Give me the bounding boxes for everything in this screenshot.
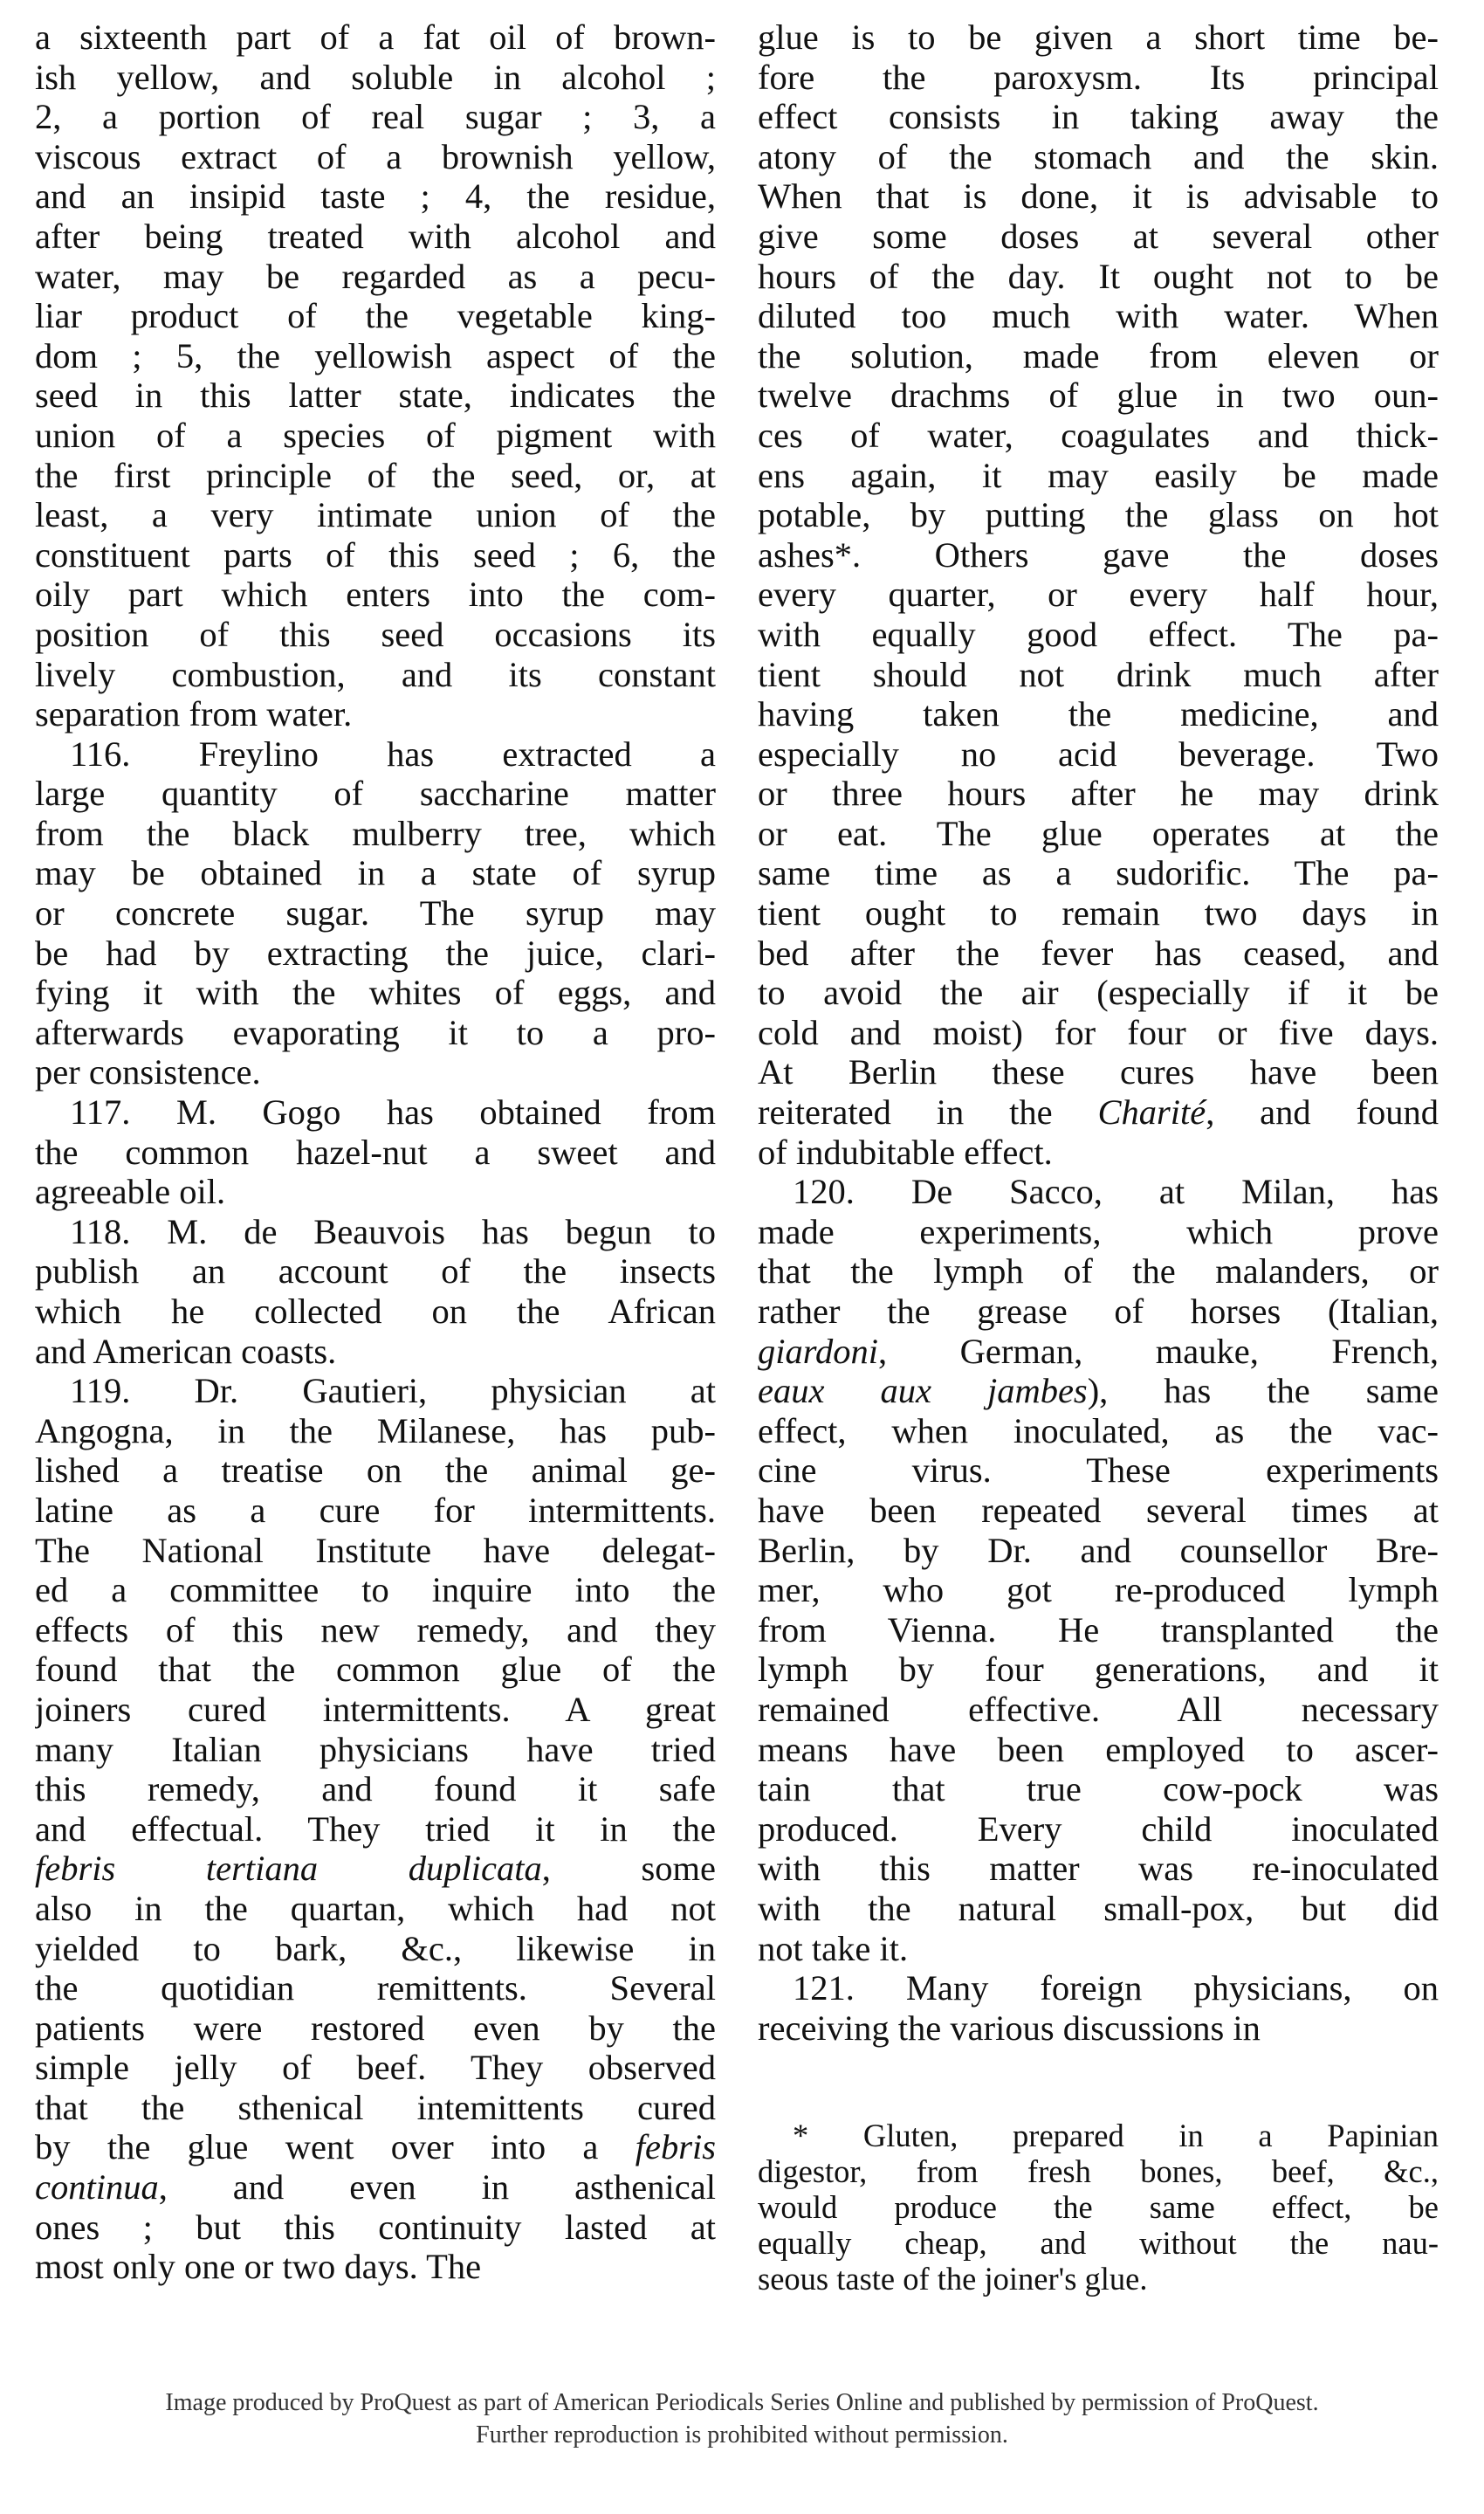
text-line: oily part which enters into the com- [35, 575, 716, 615]
text-line: having taken the medicine, and [758, 694, 1439, 734]
text-line: febris tertiana duplicata, some [35, 1849, 716, 1889]
text-line: fore the paroxysm. Its principal [758, 57, 1439, 97]
footnote-line: equally cheap, and without the nau- [758, 2225, 1439, 2261]
text-line: not take it. [758, 1928, 909, 1968]
text-line: and an insipid taste ; 4, the residue, [35, 176, 716, 217]
text-line: continua, and even in asthenical [35, 2167, 716, 2207]
text-line: tain that true cow-pock was [758, 1769, 1439, 1809]
text-line: and American coasts. [35, 1331, 337, 1371]
footer-line-2: Further reproduction is prohibited without permission. [476, 2421, 1008, 2449]
footnote [758, 2118, 1439, 2297]
text-line: cold and moist) for four or five days. [758, 1012, 1439, 1052]
text-line: constituent parts of this seed ; 6, the [35, 534, 716, 575]
text-line: by the glue went over into a febris [35, 2127, 716, 2167]
text-line: ish yellow, and soluble in alcohol ; [35, 57, 716, 97]
text-line: Angogna, in the Milanese, has pub- [35, 1410, 716, 1450]
text-line: afterwards evaporating it to a pro- [35, 1012, 716, 1052]
text-line: tient should not drink much after [758, 654, 1439, 694]
text-line: seed in this latter state, indicates the [35, 375, 716, 416]
text-line: ashes*. Others gave the doses [758, 534, 1439, 575]
text-line: especially no acid beverage. Two [758, 734, 1439, 774]
text-line: have been repeated several times at [758, 1490, 1439, 1530]
text-line: lymph by four generations, and it [758, 1650, 1439, 1690]
italic-phrase: continua [35, 2167, 159, 2207]
text-line: 121. Many foreign physicians, on [793, 1968, 1439, 2008]
footnote-line: would produce the same effect, be [758, 2189, 1439, 2225]
text-line: the quotidian remittents. Several [35, 1968, 716, 2008]
text-line: made experiments, which prove [758, 1211, 1439, 1251]
text-line: which he collected on the African [35, 1291, 716, 1331]
italic-phrase: febris tertiana duplicata [35, 1849, 542, 1889]
text-line: that the lymph of the malanders, or [758, 1251, 1439, 1291]
text-line: receiving the various discussions in [758, 2008, 1261, 2048]
text-line: large quantity of saccharine matter [35, 774, 716, 814]
text-line: or three hours after he may drink [758, 774, 1439, 814]
text-line: means have been employed to ascer- [758, 1729, 1439, 1769]
text-line: be had by extracting the juice, clari- [35, 933, 716, 973]
text-line: many Italian physicians have tried [35, 1729, 716, 1769]
text-line: that the sthenical intemittents cured [35, 2087, 716, 2127]
footnote-line: * Gluten, prepared in a Papinian [793, 2118, 1439, 2153]
text-line: latine as a cure for intermittents. [35, 1490, 716, 1530]
text-line: from the black mulberry tree, which [35, 813, 716, 853]
text-line: 2, a portion of real sugar ; 3, a [35, 97, 716, 137]
text-line: The National Institute have delegat- [35, 1530, 716, 1570]
text-line: with equally good effect. The pa- [758, 614, 1439, 654]
text-line: patients were restored even by the [35, 2008, 716, 2048]
text-line: publish an account of the insects [35, 1251, 716, 1291]
text-line: effects of this new remedy, and they [35, 1609, 716, 1650]
text-line: 119. Dr. Gautieri, physician at [70, 1371, 716, 1411]
text-line: union of a species of pigment with [35, 415, 716, 455]
text-line: At Berlin these cures have been [758, 1052, 1439, 1092]
text-line: same time as a sudorific. The pa- [758, 853, 1439, 893]
proquest-footer [0, 2387, 1484, 2451]
text-line: ed a committee to inquire into the [35, 1570, 716, 1610]
text-line: cine virus. These experiments [758, 1450, 1439, 1491]
text-line: produced. Every child inoculated [758, 1808, 1439, 1849]
text-line: 116. Freylino has extracted a [70, 734, 716, 774]
text-line: bed after the fever has ceased, and [758, 933, 1439, 973]
text-line: atony of the stomach and the skin. [758, 136, 1439, 176]
text-line: agreeable oil. [35, 1172, 226, 1212]
text-line: a sixteenth part of a fat oil of brown- [35, 17, 716, 57]
text-line: ces of water, coagulates and thick- [758, 415, 1439, 455]
text-line: the solution, made from eleven or [758, 335, 1439, 375]
text-line: water, may be regarded as a pecu- [35, 256, 716, 296]
text-line: after being treated with alcohol and [35, 216, 716, 256]
footer-line-1: Image produced by ProQuest as part of American Periodicals Series Online and published by permission of ProQuest. [165, 2389, 1319, 2416]
text-line: diluted too much with water. When [758, 296, 1439, 336]
text-line: every quarter, or every half hour, [758, 575, 1439, 615]
text-line: or concrete sugar. The syrup may [35, 893, 716, 933]
text-line: also in the quartan, which had not [35, 1888, 716, 1928]
text-line: give some doses at several other [758, 216, 1439, 256]
text-line: to avoid the air (especially if it be [758, 973, 1439, 1013]
text-line: dom ; 5, the yellowish aspect of the [35, 335, 716, 375]
left-column [35, 17, 716, 2287]
text-line: tient ought to remain two days in [758, 893, 1439, 933]
italic-phrase: eaux aux jambes [758, 1371, 1088, 1411]
text-line: fying it with the whites of eggs, and [35, 973, 716, 1013]
text-line: with this matter was re-inoculated [758, 1849, 1439, 1889]
text-line: hours of the day. It ought not to be [758, 256, 1439, 296]
text-line: remained effective. All necessary [758, 1689, 1439, 1729]
text-line: separation from water. [35, 694, 353, 734]
italic-phrase: Charité [1097, 1092, 1206, 1133]
text-line: rather the grease of horses (Italian, [758, 1291, 1439, 1331]
text-line: from Vienna. He transplanted the [758, 1609, 1439, 1650]
text-line: mer, who got re-produced lymph [758, 1570, 1439, 1610]
footnote-line: seous taste of the joiner's glue. [758, 2261, 1148, 2297]
text-line: found that the common glue of the [35, 1650, 716, 1690]
text-line: reiterated in the Charité, and found [758, 1092, 1439, 1133]
text-line: glue is to be given a short time be- [758, 17, 1439, 57]
text-line: may be obtained in a state of syrup [35, 853, 716, 893]
text-line: lished a treatise on the animal ge- [35, 1450, 716, 1491]
text-line: per consistence. [35, 1052, 261, 1092]
text-line: least, a very intimate union of the [35, 495, 716, 535]
text-line: ones ; but this continuity lasted at [35, 2207, 716, 2247]
text-line: this remedy, and found it safe [35, 1769, 716, 1809]
text-line: the common hazel-nut a sweet and [35, 1132, 716, 1172]
text-line: 120. De Sacco, at Milan, has [793, 1172, 1439, 1212]
text-line: viscous extract of a brownish yellow, [35, 136, 716, 176]
text-line: the first principle of the seed, or, at [35, 455, 716, 495]
text-line: twelve drachms of glue in two oun- [758, 375, 1439, 416]
footnote-line: digestor, from fresh bones, beef, &c., [758, 2153, 1439, 2189]
text-line: with the natural small-pox, but did [758, 1888, 1439, 1928]
text-line: and effectual. They tried it in the [35, 1808, 716, 1849]
text-line: of indubitable effect. [758, 1132, 1053, 1172]
text-line: simple jelly of beef. They observed [35, 2048, 716, 2088]
text-line: potable, by putting the glass on hot [758, 495, 1439, 535]
italic-phrase: febris [635, 2127, 716, 2167]
italic-phrase: giardoni [758, 1331, 879, 1371]
text-line: or eat. The glue operates at the [758, 813, 1439, 853]
text-line: ens again, it may easily be made [758, 455, 1439, 495]
text-line: When that is done, it is advisable to [758, 176, 1439, 217]
text-line: effect, when inoculated, as the vac- [758, 1410, 1439, 1450]
text-line: 118. M. de Beauvois has begun to [70, 1211, 716, 1251]
text-line: eaux aux jambes), has the same [758, 1371, 1439, 1411]
text-line: lively combustion, and its constant [35, 654, 716, 694]
text-line: effect consists in taking away the [758, 97, 1439, 137]
text-line: liar product of the vegetable king- [35, 296, 716, 336]
text-line: position of this seed occasions its [35, 614, 716, 654]
text-line: Berlin, by Dr. and counsellor Bre- [758, 1530, 1439, 1570]
right-column [758, 17, 1439, 2048]
text-line: most only one or two days. The [35, 2247, 482, 2287]
text-line: giardoni, German, mauke, French, [758, 1331, 1439, 1371]
text-line: yielded to bark, &c., likewise in [35, 1928, 716, 1968]
text-line: 117. M. Gogo has obtained from [70, 1092, 716, 1133]
text-line: joiners cured intermittents. A great [35, 1689, 716, 1729]
